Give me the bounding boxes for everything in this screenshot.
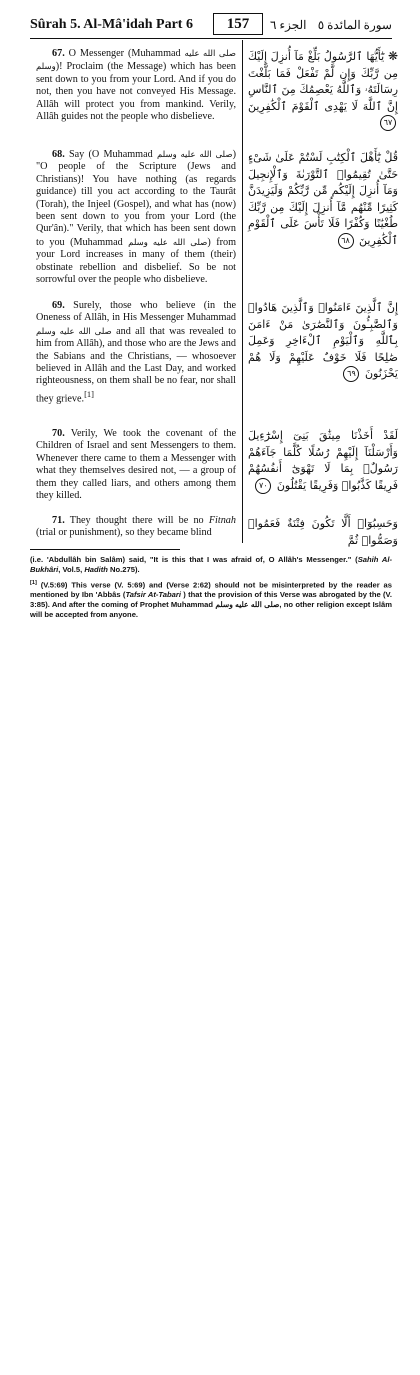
translation-verse-68 [36, 148, 236, 286]
footnote-text: , no other religion except Islâm will be accepted from anyone. [30, 600, 392, 619]
verse-number: 68. [52, 149, 65, 160]
footnote-italic: Tafsir At-Tabari [125, 590, 181, 600]
footnote-continued [30, 555, 392, 575]
arabic-text: وَحَسِبُوٓا۟ أَلَّا تَكُونَ فِتْنَةٌ فَعَمُوا۟ وَصَمُّوا۟ ثُمَّ [248, 517, 398, 547]
salutation: صلى الله عليه وسلم [36, 48, 236, 72]
translation-verse-67 [36, 47, 236, 123]
footnote-text: , Vol.5, [58, 564, 85, 574]
surah-part-title: Sûrah 5. Al-Mâ'idah Part 6 [30, 17, 193, 32]
arabic-text: إِنَّ ٱلَّذِينَ ءَامَنُوا۟ وَٱلَّذِينَ هَادُوا۟ وَٱلصَّٰبِـُٔونَ وَٱلنَّصَٰرَىٰ مَنْ ءَامَنَ بِٱللَّهِ وَٱلْيَوْمِ ٱلْءَاخِرِ وَعَمِلَ صَٰلِحًا فَلَا خَوْفٌ عَلَيْهِمْ وَلَا هُمْ يَحْزَنُونَ [248, 301, 398, 381]
verse-text: Surely, those who believe (in the Oneness of Allâh, in His Messenger Muhammad [36, 300, 236, 324]
salutation: صلى الله عليه وسلم [36, 325, 112, 336]
footnote-text: ) that the provision of this Verse was abrogated by the (V. 3:85). And after the coming of Prophet Muhammad [30, 590, 392, 610]
page-number: 157 [213, 13, 263, 35]
verse-number: 67. [52, 48, 65, 59]
verse-text: ) "O people of the Scripture (Jews and Christians)! You have nothing (as regards guidance) till you act according to the Taurât (Torah), the Injeel (Gospel), and what has (now) been sent down to you from your Lord (the Qur'ân)." Verily, that which has been sent down to you (Muhammad [36, 149, 236, 248]
footnote-marker: [1] [30, 580, 37, 586]
footnote-text: (i.e. 'Abdullâh bin Salâm) said, "It is this that I was afraid of, O Allâh's Messenger." ( [30, 555, 358, 564]
footnote-separator [30, 549, 180, 550]
verse-number: 69. [52, 300, 65, 311]
verse-text: )! Proclaim (the Message) which has been sent down to you from your Lord. And if you do not, then you have not conveyed His Message. Allâh will protect you from mankind. Verily, Allâh guides not the people who disbelieve. [36, 61, 236, 123]
salutation: صلى الله عليه وسلم [128, 236, 208, 247]
arabic-verse-67 [248, 48, 398, 132]
arabic-surah-title: سورة المائدة ٥ [317, 18, 392, 32]
translation-verse-70 [36, 428, 236, 502]
verse-text: (trial or punishment), so they became blind [36, 527, 212, 539]
arabic-part-title: الجزء ٦ [270, 18, 307, 32]
column-divider [242, 40, 243, 543]
verse-text: O Messenger (Muhammad [64, 48, 185, 59]
arabic-text: يَٰٓأَيُّهَا ٱلرَّسُولُ بَلِّغْ مَآ أُنزِلَ إِلَيْكَ مِن رَّبِّكَ وَإِن لَّمْ تَفْعَلْ فَمَا بَلَّغْتَ رِسَالَتَهُۥ وَٱللَّهُ يَعْصِمُكَ مِنَ ٱلنَّاسِ إِنَّ ٱللَّهَ لَا يَهْدِى ٱلْقَوْمَ ٱلْكَٰفِرِينَ [248, 50, 398, 113]
footnote-1 [30, 579, 392, 620]
footnote-italic: Sahih Al-Bukhâri [30, 555, 392, 574]
verse-text: ) from your Lord increases in many of them (their) obstinate rebellion and disbelief. So be not sorrowful over the people who disbelieve. [36, 236, 236, 286]
salutation: صلى الله عليه وسلم [215, 600, 280, 610]
verse-text: Say (O Muhammad [64, 149, 157, 160]
arabic-verse-68 [248, 150, 398, 250]
verse-end-marker: ٦٧ [380, 115, 396, 131]
arabic-text: قُلْ يَٰٓأَهْلَ ٱلْكِتَٰبِ لَسْتُمْ عَلَىٰ شَىْءٍ حَتَّىٰ تُقِيمُوا۟ ٱلتَّوْرَىٰةَ وَٱلْإِنجِيلَ وَمَآ أُنزِلَ إِلَيْكُم مِّن رَّبِّكُمْ وَلَيَزِيدَنَّ كَثِيرًا مِّنْهُم مَّآ أُنزِلَ إِلَيْكَ مِن رَّبِّكَ طُغْيَٰنًا وَكُفْرًا فَلَا تَأْسَ عَلَى ٱلْقَوْمِ ٱلْكَٰفِرِينَ [248, 151, 398, 247]
footnote-marker: [1] [84, 388, 95, 399]
verse-text: They thought there will be no [64, 515, 209, 526]
footnote-italic: Hadith [84, 564, 108, 574]
arabic-verse-70 [248, 428, 398, 494]
footnote-text: (V.5:69) This verse (V. 5:69) and (Verse 2:62) should not be misinterpreted by the reader as mentioned by Ibn 'Abbâs ( [30, 580, 392, 600]
verse-number: 70. [52, 428, 65, 439]
arabic-text: لَقَدْ أَخَذْنَا مِيثَٰقَ بَنِىٓ إِسْرَٰٓءِيلَ وَأَرْسَلْنَآ إِلَيْهِمْ رُسُلًا كُلَّمَا جَآءَهُمْ رَسُولٌۢ بِمَا لَا تَهْوَىٰٓ أَنفُسُهُمْ فَرِيقًا كَذَّبُوا۟ وَفَرِيقًا يَقْتُلُونَ [248, 429, 398, 492]
verse-number: 71. [52, 515, 65, 526]
arabic-verse-69 [248, 300, 398, 383]
arabic-verse-71 [248, 516, 398, 549]
verse-end-marker: ٦٩ [343, 366, 359, 382]
italic-term: Fitnah [208, 515, 236, 526]
page-header [30, 10, 392, 39]
translation-verse-71 [36, 515, 236, 540]
footnote-text: No.275). [107, 564, 140, 574]
salutation: صلى الله عليه وسلم [156, 149, 233, 159]
section-marker-icon: ❋ [387, 49, 398, 63]
verse-end-marker: ٦٨ [338, 233, 354, 249]
verse-text: and all that was revealed to him from Allâh), and those who are the Jews and the Sabians and the Christians, — whosoever believed in Allâh and the Last Day, and worked righteousness, on them shall be no fear, nor shall they grieve. [36, 325, 236, 405]
verse-text: Verily, We took the covenant of the Children of Israel and sent Messengers to them. Whenever there came to them a Messenger with what they themselves desired not, — a group of them they called liars, and others among them they killed. [36, 428, 236, 502]
translation-verse-69 [36, 300, 236, 406]
verse-end-marker: ٧٠ [255, 478, 271, 494]
